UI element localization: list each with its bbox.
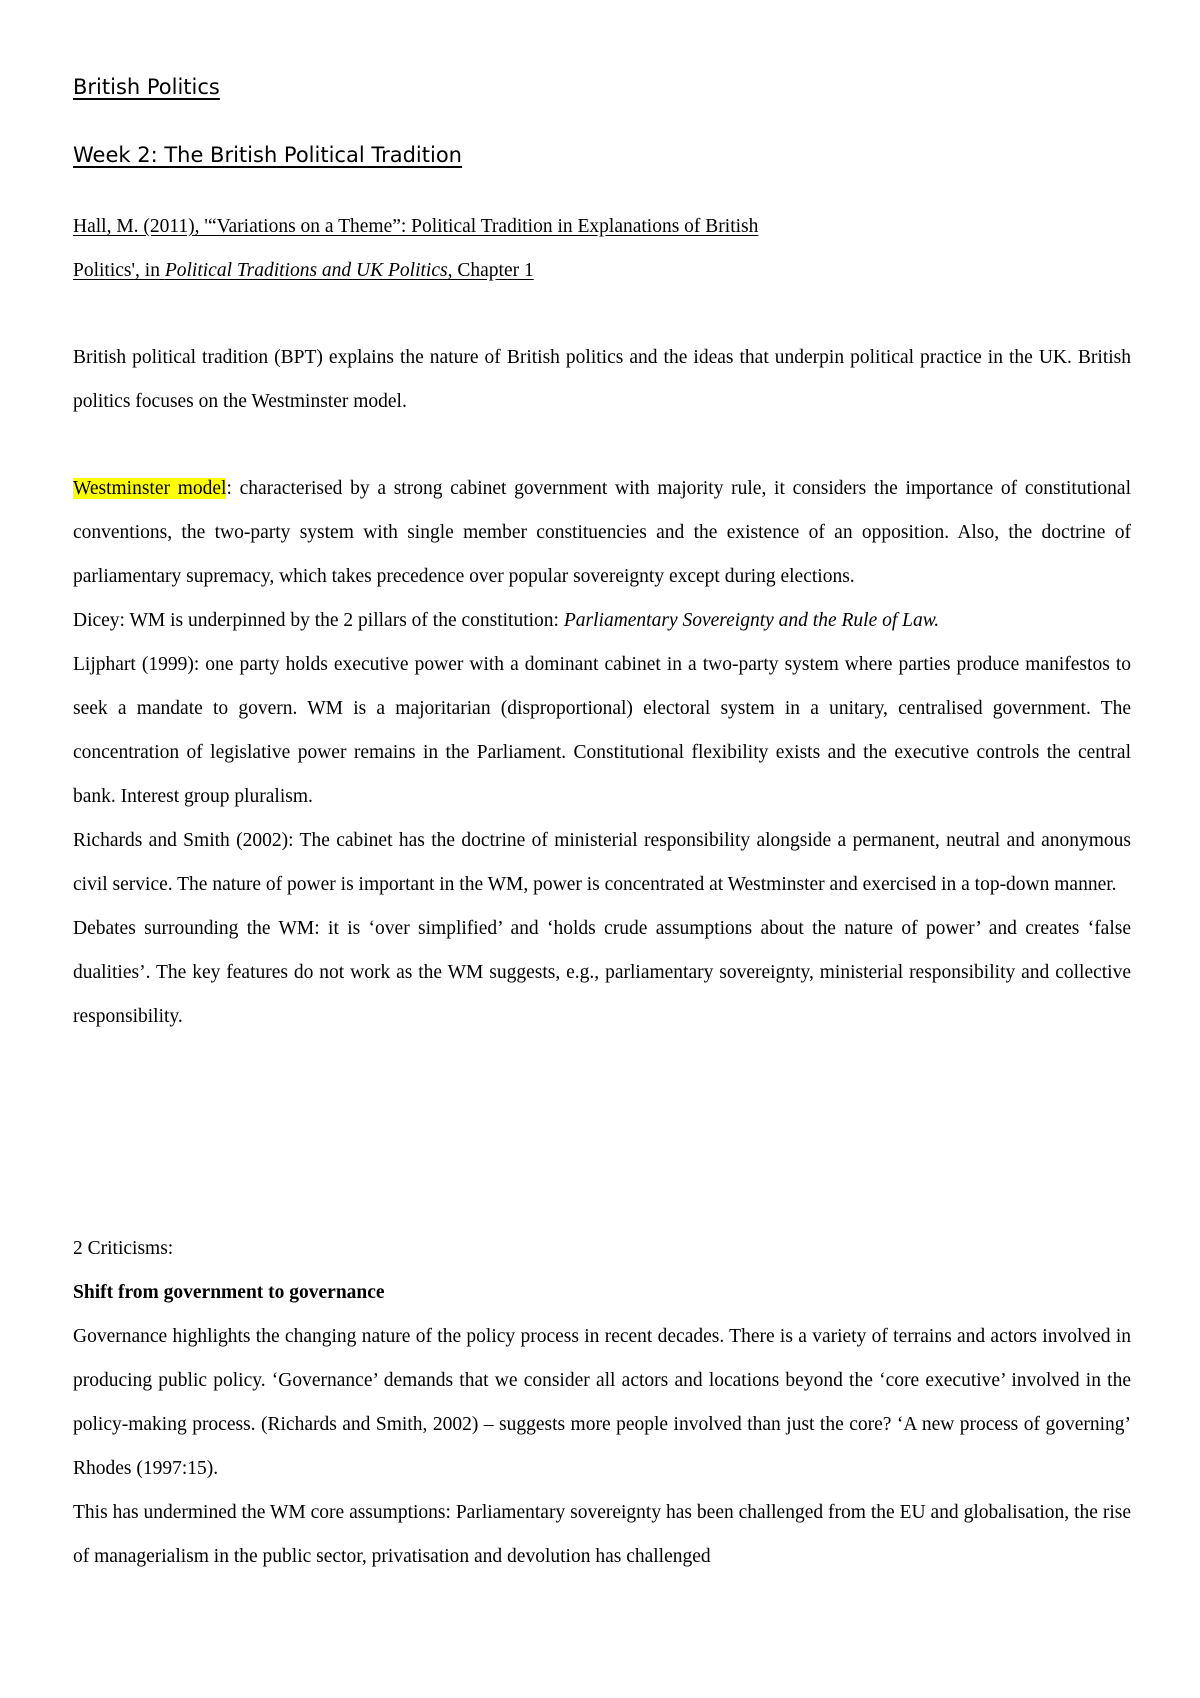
- westminster-definition-text: : characterised by a strong cabinet government with majority rule, it considers the importance of constitutional conventions, the two-party system with single member constituencies and the existence of an opposition. Also, the doctrine of parliamentary supremacy, which takes precedence over popular sovereignty except during elections.: [73, 478, 1131, 587]
- week-title: Week 2: The British Political Tradition: [73, 143, 462, 167]
- governance-paragraph: Governance highlights the changing nature of the policy process in recent decades. There is a variety of terrains and actors involved in producing public policy. ‘Governance’ demands that we consider all actors and locations beyond the ‘core executive’ involved in the policy-making process. (Richards and Smith, 2002) – suggests more people involved than just the core? ‘A new process of governing’ Rhodes (1997:15).: [73, 1326, 1131, 1479]
- highlighted-term: Westminster model: [73, 478, 227, 499]
- citation: [73, 205, 1131, 293]
- richards-smith-paragraph: Richards and Smith (2002): The cabinet has the doctrine of ministerial responsibility alongside a permanent, neutral and anonymous civil service. The nature of power is important in the WM, power is concentrated at Westminster and exercised in a top-down manner.: [73, 830, 1131, 895]
- lijphart-paragraph: Lijphart (1999): one party holds executive power with a dominant cabinet in a two-party system where parties produce manifestos to seek a mandate to govern. WM is a majoritarian (disproportional) electoral system in a unitary, centralised government. The concentration of legislative power remains in the Parliament. Constitutional flexibility exists and the executive controls the central bank. Interest group pluralism.: [73, 654, 1131, 807]
- course-title: British Politics: [73, 75, 220, 99]
- citation-suffix: , Chapter 1: [447, 260, 534, 281]
- citation-prefix: Politics', in: [73, 260, 165, 281]
- westminster-section: [73, 467, 1131, 1039]
- dicey-paragraph: [73, 599, 1131, 643]
- governance-section: [73, 1315, 1131, 1579]
- criticism-1-title: Shift from government to governance: [73, 1282, 385, 1303]
- dicey-italic: Parliamentary Sovereignty and the Rule of Law.: [563, 610, 940, 631]
- debates-paragraph: Debates surrounding the WM: it is ‘over simplified’ and ‘holds crude assumptions about the nature of power’ and creates ‘false dualities’. The key features do not work as the WM suggests, e.g., parliamentary sovereignty, ministerial responsibility and collective responsibility.: [73, 918, 1131, 1027]
- criticisms-label: 2 Criticisms:: [73, 1238, 174, 1259]
- citation-line-2: [73, 249, 1131, 293]
- intro-paragraph: British political tradition (BPT) explains the nature of British politics and the ideas that underpin political practice in the UK. British politics focuses on the Westminster model.: [73, 347, 1131, 412]
- citation-line-1: Hall, M. (2011), '“Variations on a Theme”: Political Tradition in Explanations of British: [73, 216, 759, 237]
- citation-book-title: Political Traditions and UK Politics: [164, 260, 448, 281]
- dicey-text: Dicey: WM is underpinned by the 2 pillars of the constitution:: [73, 610, 564, 631]
- westminster-definition: [73, 467, 1131, 599]
- undermined-paragraph: This has undermined the WM core assumptions: Parliamentary sovereignty has been challenged from the EU and globalisation, the rise of managerialism in the public sector, privatisation and devolution has challenged: [73, 1502, 1131, 1567]
